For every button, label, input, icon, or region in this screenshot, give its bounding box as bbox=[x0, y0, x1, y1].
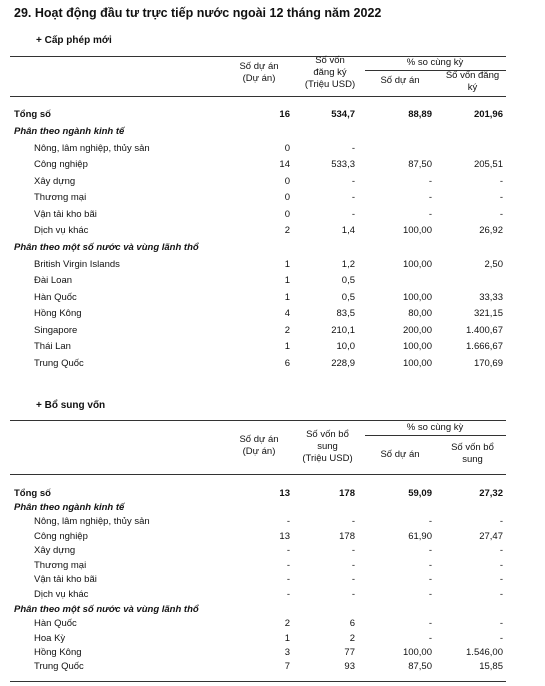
cell-capital: - bbox=[351, 560, 355, 571]
cell-capital: - bbox=[351, 589, 355, 600]
cell-projects: - bbox=[286, 574, 290, 585]
table-row bbox=[0, 341, 545, 355]
row-label: Xây dựng bbox=[34, 545, 76, 556]
cell-capital: 178 bbox=[339, 531, 355, 542]
cell-projects: 0 bbox=[284, 192, 290, 203]
table-row bbox=[0, 574, 545, 588]
cell-yoy-capital: 15,85 bbox=[479, 661, 503, 672]
cell-projects: 16 bbox=[279, 109, 290, 120]
row-label: Hàn Quốc bbox=[34, 292, 77, 303]
table-row bbox=[0, 531, 545, 545]
table-row bbox=[0, 661, 545, 675]
cell-yoy-capital: 27,32 bbox=[479, 488, 503, 499]
cell-yoy-capital: 1.400,67 bbox=[466, 325, 503, 336]
row-label: Tổng số bbox=[14, 488, 51, 499]
row-label: Thương mại bbox=[34, 560, 87, 571]
cell-yoy-projects: - bbox=[428, 574, 432, 585]
cell-capital: 1,2 bbox=[341, 259, 355, 270]
row-label: Singapore bbox=[34, 325, 78, 336]
cell-yoy-projects: - bbox=[428, 192, 432, 203]
cell-projects: 3 bbox=[284, 647, 290, 658]
table-row bbox=[0, 502, 545, 516]
cell-yoy-capital: 33,33 bbox=[479, 292, 503, 303]
row-label: Vận tải kho bãi bbox=[34, 209, 97, 220]
cell-yoy-projects: - bbox=[428, 176, 432, 187]
table-row bbox=[0, 545, 545, 559]
header-yoy-projects: Số dự án bbox=[380, 75, 420, 86]
cell-capital: 0,5 bbox=[341, 275, 355, 286]
cell-projects: 0 bbox=[284, 176, 290, 187]
cell-yoy-capital: 26,92 bbox=[479, 225, 503, 236]
cell-capital: - bbox=[351, 545, 355, 556]
cell-projects: - bbox=[286, 516, 290, 527]
cell-yoy-projects: 59,09 bbox=[408, 488, 432, 499]
cell-yoy-projects: - bbox=[428, 209, 432, 220]
cell-projects: 2 bbox=[284, 618, 290, 629]
cell-yoy-capital: - bbox=[499, 560, 503, 571]
row-label: Nông, lâm nghiệp, thủy sản bbox=[34, 143, 150, 154]
cell-projects: 13 bbox=[279, 488, 290, 499]
cell-yoy-projects: 100,00 bbox=[402, 292, 432, 303]
header-bottom-rule bbox=[10, 96, 506, 97]
header2-yoy-projects: Số dự án bbox=[380, 449, 420, 460]
cell-projects: 1 bbox=[284, 341, 290, 352]
row-label: Phân theo ngành kinh tế bbox=[14, 126, 125, 137]
row-label: Trung Quốc bbox=[34, 661, 84, 672]
table-row bbox=[0, 589, 545, 603]
cell-yoy-capital: 27,47 bbox=[479, 531, 503, 542]
row-label: Thương mại bbox=[34, 192, 87, 203]
cell-capital: 83,5 bbox=[336, 308, 355, 319]
row-label: Dịch vụ khác bbox=[34, 225, 89, 236]
row-label: Hồng Kông bbox=[34, 647, 82, 658]
cell-capital: 178 bbox=[339, 488, 355, 499]
cell-yoy-capital: 321,15 bbox=[473, 308, 503, 319]
table-row bbox=[0, 242, 545, 256]
row-label: Hàn Quốc bbox=[34, 618, 77, 629]
table-row bbox=[0, 633, 545, 647]
header-yoy-capital: Số vốn đăng ký bbox=[445, 70, 500, 93]
cell-yoy-capital: 1.666,67 bbox=[466, 341, 503, 352]
table-row bbox=[0, 159, 545, 173]
table-row bbox=[0, 647, 545, 661]
table-row bbox=[0, 308, 545, 322]
table-bottom-rule bbox=[10, 681, 506, 682]
cell-capital: 77 bbox=[344, 647, 355, 658]
table-row bbox=[0, 176, 545, 190]
cell-yoy-capital: - bbox=[499, 633, 503, 644]
row-label: Tổng số bbox=[14, 109, 51, 120]
cell-yoy-capital: - bbox=[499, 545, 503, 556]
table-row bbox=[0, 325, 545, 339]
header2-group-yoy: % so cùng kỳ bbox=[406, 422, 464, 433]
cell-projects: 1 bbox=[284, 292, 290, 303]
cell-yoy-projects: 100,00 bbox=[402, 341, 432, 352]
table-row bbox=[0, 109, 545, 123]
cell-yoy-projects: 88,89 bbox=[408, 109, 432, 120]
table-row bbox=[0, 275, 545, 289]
cell-yoy-capital: 1.546,00 bbox=[466, 647, 503, 658]
cell-capital: 534,7 bbox=[331, 109, 355, 120]
cell-yoy-capital: 2,50 bbox=[484, 259, 503, 270]
cell-projects: 1 bbox=[284, 633, 290, 644]
header2-yoy-capital: Số vốn bổ sung bbox=[451, 442, 494, 465]
cell-projects: 1 bbox=[284, 275, 290, 286]
cell-projects: - bbox=[286, 589, 290, 600]
row-label: Công nghiệp bbox=[34, 531, 88, 542]
table-row bbox=[0, 618, 545, 632]
cell-yoy-capital: 170,69 bbox=[473, 358, 503, 369]
cell-projects: - bbox=[286, 560, 290, 571]
row-label: Hồng Kông bbox=[34, 308, 82, 319]
row-label: Phân theo một số nước và vùng lãnh thổ bbox=[14, 242, 199, 253]
table-row bbox=[0, 560, 545, 574]
cell-capital: 228,9 bbox=[331, 358, 355, 369]
table-row bbox=[0, 126, 545, 140]
header-projects: Số dự án (Dự án) bbox=[239, 61, 279, 84]
cell-yoy-projects: 61,90 bbox=[408, 531, 432, 542]
cell-capital: - bbox=[351, 574, 355, 585]
row-label: Công nghiệp bbox=[34, 159, 88, 170]
cell-yoy-projects: 100,00 bbox=[402, 358, 432, 369]
cell-yoy-projects: - bbox=[428, 545, 432, 556]
cell-yoy-projects: - bbox=[428, 560, 432, 571]
table-row bbox=[0, 292, 545, 306]
cell-projects: 4 bbox=[284, 308, 290, 319]
cell-capital: - bbox=[351, 143, 355, 154]
cell-yoy-projects: - bbox=[428, 618, 432, 629]
cell-projects: 13 bbox=[279, 531, 290, 542]
cell-yoy-projects: 80,00 bbox=[408, 308, 432, 319]
cell-yoy-projects: 87,50 bbox=[408, 661, 432, 672]
table-row bbox=[0, 143, 545, 157]
row-label: British Virgin Islands bbox=[34, 259, 120, 270]
cell-capital: 10,0 bbox=[336, 341, 355, 352]
row-label: Thái Lan bbox=[34, 341, 71, 352]
cell-capital: - bbox=[351, 176, 355, 187]
cell-projects: 1 bbox=[284, 259, 290, 270]
cell-projects: 2 bbox=[284, 225, 290, 236]
cell-yoy-projects: - bbox=[428, 633, 432, 644]
table-row bbox=[0, 225, 545, 239]
cell-capital: - bbox=[351, 192, 355, 203]
cell-capital: 210,1 bbox=[331, 325, 355, 336]
table2-top-rule bbox=[10, 420, 506, 421]
row-label: Đài Loan bbox=[34, 275, 73, 286]
header2-projects: Số dự án (Dự án) bbox=[239, 434, 279, 457]
page-title: 29. Hoạt động đầu tư trực tiếp nước ngoài 12 tháng năm 2022 bbox=[14, 6, 382, 20]
cell-capital: 533,3 bbox=[331, 159, 355, 170]
row-label: Trung Quốc bbox=[34, 358, 84, 369]
row-label: Xây dựng bbox=[34, 176, 76, 187]
section-label-additional-capital: + Bổ sung vốn bbox=[36, 400, 106, 411]
table-row bbox=[0, 516, 545, 530]
cell-yoy-capital: 201,96 bbox=[473, 109, 503, 120]
cell-yoy-capital: - bbox=[499, 176, 503, 187]
header2-capital: Số vốn bổ sung (Triệu USD) bbox=[302, 429, 353, 464]
row-label: Hoa Kỳ bbox=[34, 633, 66, 644]
cell-capital: 93 bbox=[344, 661, 355, 672]
cell-yoy-projects: 87,50 bbox=[408, 159, 432, 170]
cell-yoy-capital: 205,51 bbox=[473, 159, 503, 170]
cell-yoy-projects: - bbox=[428, 589, 432, 600]
cell-yoy-capital: - bbox=[499, 589, 503, 600]
cell-projects: - bbox=[286, 545, 290, 556]
row-label: Phân theo một số nước và vùng lãnh thổ bbox=[14, 604, 199, 615]
table-row bbox=[0, 209, 545, 223]
row-label: Phân theo ngành kinh tế bbox=[14, 502, 125, 513]
cell-yoy-capital: - bbox=[499, 574, 503, 585]
table-row bbox=[0, 259, 545, 273]
table-row bbox=[0, 358, 545, 372]
cell-projects: 2 bbox=[284, 325, 290, 336]
section-label-new-license: + Cấp phép mới bbox=[36, 35, 112, 46]
cell-projects: 7 bbox=[284, 661, 290, 672]
cell-capital: - bbox=[351, 516, 355, 527]
cell-yoy-projects: 100,00 bbox=[402, 225, 432, 236]
cell-capital: - bbox=[351, 209, 355, 220]
cell-projects: 14 bbox=[279, 159, 290, 170]
row-label: Nông, lâm nghiệp, thủy sản bbox=[34, 516, 150, 527]
header-capital: Số vốn đăng ký (Triệu USD) bbox=[304, 55, 356, 90]
cell-capital: 6 bbox=[349, 618, 355, 629]
row-label: Vận tải kho bãi bbox=[34, 574, 97, 585]
header-group-yoy: % so cùng kỳ bbox=[406, 57, 464, 68]
table-row bbox=[0, 192, 545, 206]
cell-yoy-capital: - bbox=[499, 192, 503, 203]
cell-projects: 0 bbox=[284, 143, 290, 154]
cell-yoy-projects: - bbox=[428, 516, 432, 527]
row-label: Dịch vụ khác bbox=[34, 589, 89, 600]
cell-yoy-capital: - bbox=[499, 516, 503, 527]
cell-yoy-capital: - bbox=[499, 618, 503, 629]
cell-yoy-projects: 100,00 bbox=[402, 647, 432, 658]
cell-yoy-projects: 100,00 bbox=[402, 259, 432, 270]
cell-projects: 0 bbox=[284, 209, 290, 220]
header2-group-rule bbox=[365, 435, 506, 436]
table-row bbox=[0, 488, 545, 502]
cell-capital: 0,5 bbox=[341, 292, 355, 303]
cell-yoy-projects: 200,00 bbox=[402, 325, 432, 336]
cell-capital: 2 bbox=[349, 633, 355, 644]
table-row bbox=[0, 604, 545, 618]
header2-bottom-rule bbox=[10, 474, 506, 475]
cell-yoy-capital: - bbox=[499, 209, 503, 220]
cell-capital: 1,4 bbox=[341, 225, 355, 236]
cell-projects: 6 bbox=[284, 358, 290, 369]
